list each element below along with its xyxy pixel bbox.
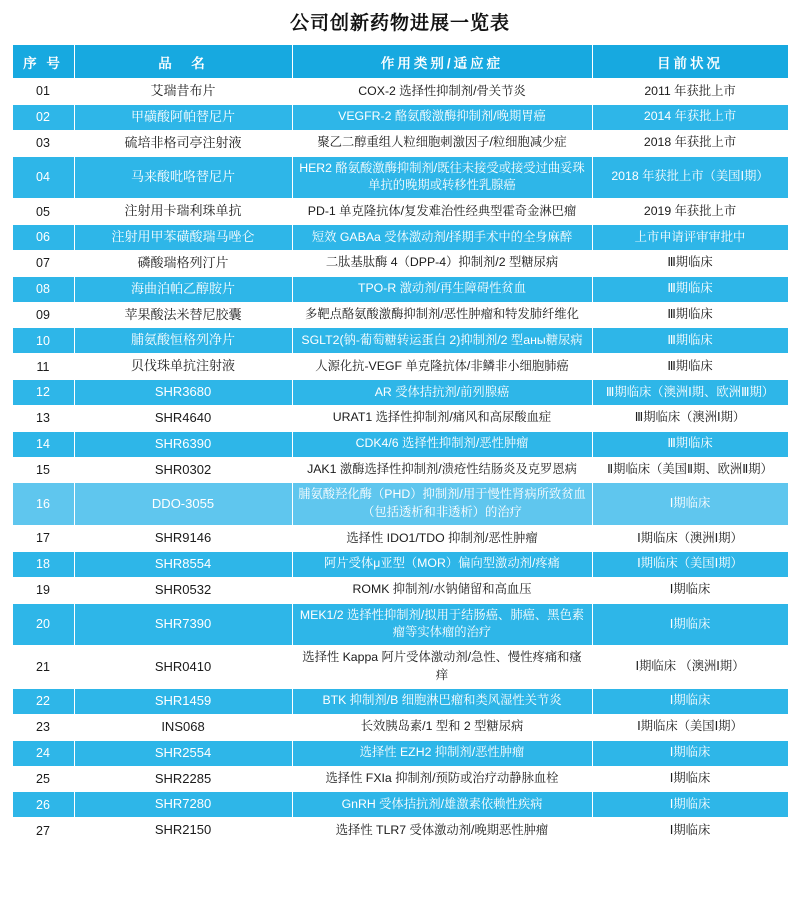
cell-no: 15	[12, 457, 74, 483]
cell-no: 18	[12, 551, 74, 577]
cell-no: 08	[12, 276, 74, 302]
cell-status: Ⅰ期临床（美国Ⅰ期）	[592, 714, 788, 740]
table-row	[12, 328, 788, 354]
cell-status: Ⅰ期临床	[592, 577, 788, 603]
cell-category: 多靶点酪氨酸激酶抑制剂/恶性肿瘤和特发肺纤维化	[292, 302, 592, 328]
table-row	[12, 603, 788, 646]
cell-no: 21	[12, 646, 74, 689]
cell-status: Ⅰ期临床 （澳洲Ⅰ期）	[592, 646, 788, 689]
table-row	[12, 818, 788, 844]
cell-no: 07	[12, 250, 74, 276]
cell-status: Ⅰ期临床（美国Ⅰ期）	[592, 551, 788, 577]
cell-category: ROMK 抑制剂/水钠储留和高血压	[292, 577, 592, 603]
table-row	[12, 766, 788, 792]
cell-drug-name: 马来酸吡咯替尼片	[74, 156, 292, 199]
table-row	[12, 354, 788, 380]
cell-no: 24	[12, 740, 74, 766]
table-row	[12, 380, 788, 406]
cell-category: COX-2 选择性抑制剂/骨关节炎	[292, 79, 592, 105]
cell-category: PD-1 单克隆抗体/复发难治性经典型霍奇金淋巴瘤	[292, 199, 592, 225]
cell-category: 选择性 FXIa 抑制剂/预防或治疗动静脉血栓	[292, 766, 592, 792]
cell-category: MEK1/2 选择性抑制剂/拟用于结肠癌、肺癌、黑色素瘤等实体瘤的治疗	[292, 603, 592, 646]
cell-status: 2019 年获批上市	[592, 199, 788, 225]
table-row	[12, 104, 788, 130]
cell-no: 14	[12, 431, 74, 457]
cell-drug-name: SHR4640	[74, 405, 292, 431]
cell-drug-name: SHR0532	[74, 577, 292, 603]
cell-drug-name: SHR0410	[74, 646, 292, 689]
cell-category: CDK4/6 选择性抑制剂/恶性肿瘤	[292, 431, 592, 457]
cell-no: 10	[12, 328, 74, 354]
cell-category: 短效 GABAa 受体激动剂/择期手术中的全身麻醉	[292, 225, 592, 251]
cell-status: Ⅲ期临床	[592, 276, 788, 302]
cell-drug-name: DDO-3055	[74, 483, 292, 526]
cell-status: Ⅲ期临床	[592, 250, 788, 276]
cell-category: 聚乙二醇重组人粒细胞刺激因子/粒细胞减少症	[292, 130, 592, 156]
table-body	[12, 79, 788, 844]
cell-drug-name: 注射用卡瑞利珠单抗	[74, 199, 292, 225]
cell-category: GnRH 受体拮抗剂/雄激素依赖性疾病	[292, 792, 592, 818]
cell-category: 选择性 EZH2 抑制剂/恶性肿瘤	[292, 740, 592, 766]
cell-status: Ⅰ期临床	[592, 603, 788, 646]
cell-status: 2018 年获批上市（美国Ⅰ期）	[592, 156, 788, 199]
cell-drug-name: SHR7390	[74, 603, 292, 646]
cell-category: AR 受体拮抗剂/前列腺癌	[292, 380, 592, 406]
cell-status: Ⅰ期临床	[592, 740, 788, 766]
cell-drug-name: 海曲泊帕乙醇胺片	[74, 276, 292, 302]
cell-category: 脯氨酸羟化酶（PHD）抑制剂/用于慢性肾病所致贫血（包括透析和非透析）的治疗	[292, 483, 592, 526]
drug-pipeline-table	[12, 44, 789, 844]
cell-status: Ⅲ期临床	[592, 354, 788, 380]
cell-category: SGLT2(钠-葡萄糖转运蛋白 2)抑制剂/2 型аны糖尿病	[292, 328, 592, 354]
table-row	[12, 792, 788, 818]
cell-drug-name: 甲磺酸阿帕替尼片	[74, 104, 292, 130]
cell-no: 04	[12, 156, 74, 199]
table-row	[12, 199, 788, 225]
table-row	[12, 457, 788, 483]
cell-status: Ⅰ期临床	[592, 792, 788, 818]
cell-status: Ⅰ期临床	[592, 688, 788, 714]
cell-drug-name: SHR2150	[74, 818, 292, 844]
table-row	[12, 405, 788, 431]
cell-no: 23	[12, 714, 74, 740]
cell-drug-name: SHR3680	[74, 380, 292, 406]
cell-status: Ⅲ期临床（澳洲Ⅰ期）	[592, 405, 788, 431]
cell-category: TPO-R 激动剂/再生障碍性贫血	[292, 276, 592, 302]
cell-no: 26	[12, 792, 74, 818]
cell-status: Ⅰ期临床	[592, 483, 788, 526]
table-row	[12, 431, 788, 457]
cell-no: 13	[12, 405, 74, 431]
cell-category: 二肽基肽酶 4（DPP-4）抑制剂/2 型糖尿病	[292, 250, 592, 276]
cell-no: 03	[12, 130, 74, 156]
table-row	[12, 688, 788, 714]
table-header	[12, 45, 788, 79]
cell-category: 选择性 Kappa 阿片受体激动剂/急性、慢性疼痛和瘙痒	[292, 646, 592, 689]
table-row	[12, 250, 788, 276]
table-row	[12, 225, 788, 251]
cell-drug-name: 贝伐珠单抗注射液	[74, 354, 292, 380]
table-row	[12, 130, 788, 156]
cell-no: 09	[12, 302, 74, 328]
cell-status: 2014 年获批上市	[592, 104, 788, 130]
cell-status: Ⅲ期临床	[592, 328, 788, 354]
cell-drug-name: 艾瑞昔布片	[74, 79, 292, 105]
cell-drug-name: INS068	[74, 714, 292, 740]
page-title: 公司创新药物进展一览表	[289, 13, 510, 34]
cell-no: 19	[12, 577, 74, 603]
table-header-row	[12, 45, 788, 79]
cell-drug-name: SHR9146	[74, 526, 292, 552]
cell-category: 人源化抗-VEGF 单克隆抗体/非鳞非小细胞肺癌	[292, 354, 592, 380]
cell-no: 17	[12, 526, 74, 552]
table-row	[12, 156, 788, 199]
cell-category: VEGFR-2 酪氨酸激酶抑制剂/晚期胃癌	[292, 104, 592, 130]
cell-no: 20	[12, 603, 74, 646]
cell-no: 12	[12, 380, 74, 406]
table-row	[12, 483, 788, 526]
cell-drug-name: SHR2285	[74, 766, 292, 792]
cell-no: 27	[12, 818, 74, 844]
cell-no: 01	[12, 79, 74, 105]
cell-category: 选择性 IDO1/TDO 抑制剂/恶性肿瘤	[292, 526, 592, 552]
table-row	[12, 526, 788, 552]
table-row	[12, 551, 788, 577]
table-row	[12, 79, 788, 105]
cell-drug-name: SHR6390	[74, 431, 292, 457]
cell-status: 上市申请评审审批中	[592, 225, 788, 251]
cell-drug-name: SHR8554	[74, 551, 292, 577]
column-header-name: 品 名	[74, 45, 292, 79]
cell-category: 阿片受体μ亚型（MOR）偏向型激动剂/疼痛	[292, 551, 592, 577]
table-row	[12, 302, 788, 328]
column-header-category: 作用类别/适应症	[292, 45, 592, 79]
cell-status: Ⅰ期临床（澳洲Ⅰ期）	[592, 526, 788, 552]
cell-status: Ⅱ期临床（美国Ⅱ期、欧洲Ⅱ期）	[592, 457, 788, 483]
cell-category: HER2 酪氨酸激酶抑制剂/既往未接受或接受过曲妥珠单抗的晚期或转移性乳腺癌	[292, 156, 592, 199]
table-row	[12, 714, 788, 740]
table-row	[12, 276, 788, 302]
cell-category: 长效胰岛素/1 型和 2 型糖尿病	[292, 714, 592, 740]
cell-drug-name: 注射用甲苯磺酸瑞马唑仑	[74, 225, 292, 251]
cell-drug-name: SHR1459	[74, 688, 292, 714]
table-row	[12, 646, 788, 689]
cell-no: 22	[12, 688, 74, 714]
cell-category: 选择性 TLR7 受体激动剂/晚期恶性肿瘤	[292, 818, 592, 844]
cell-status: Ⅲ期临床	[592, 431, 788, 457]
cell-status: Ⅰ期临床	[592, 766, 788, 792]
cell-drug-name: SHR2554	[74, 740, 292, 766]
cell-no: 25	[12, 766, 74, 792]
cell-status: Ⅰ期临床	[592, 818, 788, 844]
cell-drug-name: SHR7280	[74, 792, 292, 818]
cell-status: 2011 年获批上市	[592, 79, 788, 105]
cell-status: Ⅲ期临床	[592, 302, 788, 328]
cell-no: 02	[12, 104, 74, 130]
column-header-status: 目前状况	[592, 45, 788, 79]
cell-category: URAT1 选择性抑制剂/痛风和高尿酸血症	[292, 405, 592, 431]
cell-drug-name: 硫培非格司亭注射液	[74, 130, 292, 156]
table-row	[12, 740, 788, 766]
cell-drug-name: 磷酸瑞格列汀片	[74, 250, 292, 276]
cell-drug-name: 脯氨酸恒格列净片	[74, 328, 292, 354]
cell-no: 16	[12, 483, 74, 526]
column-header-no: 序 号	[12, 45, 74, 79]
cell-status: Ⅲ期临床（澳洲Ⅰ期、欧洲Ⅲ期）	[592, 380, 788, 406]
cell-no: 06	[12, 225, 74, 251]
cell-category: BTK 抑制剂/B 细胞淋巴瘤和类风湿性关节炎	[292, 688, 592, 714]
cell-status: 2018 年获批上市	[592, 130, 788, 156]
cell-no: 05	[12, 199, 74, 225]
table-row	[12, 577, 788, 603]
cell-drug-name: 苹果酸法米替尼胶囊	[74, 302, 292, 328]
cell-category: JAK1 激酶选择性抑制剂/溃疮性结肠炎及克罗恩病	[292, 457, 592, 483]
cell-drug-name: SHR0302	[74, 457, 292, 483]
cell-no: 11	[12, 354, 74, 380]
